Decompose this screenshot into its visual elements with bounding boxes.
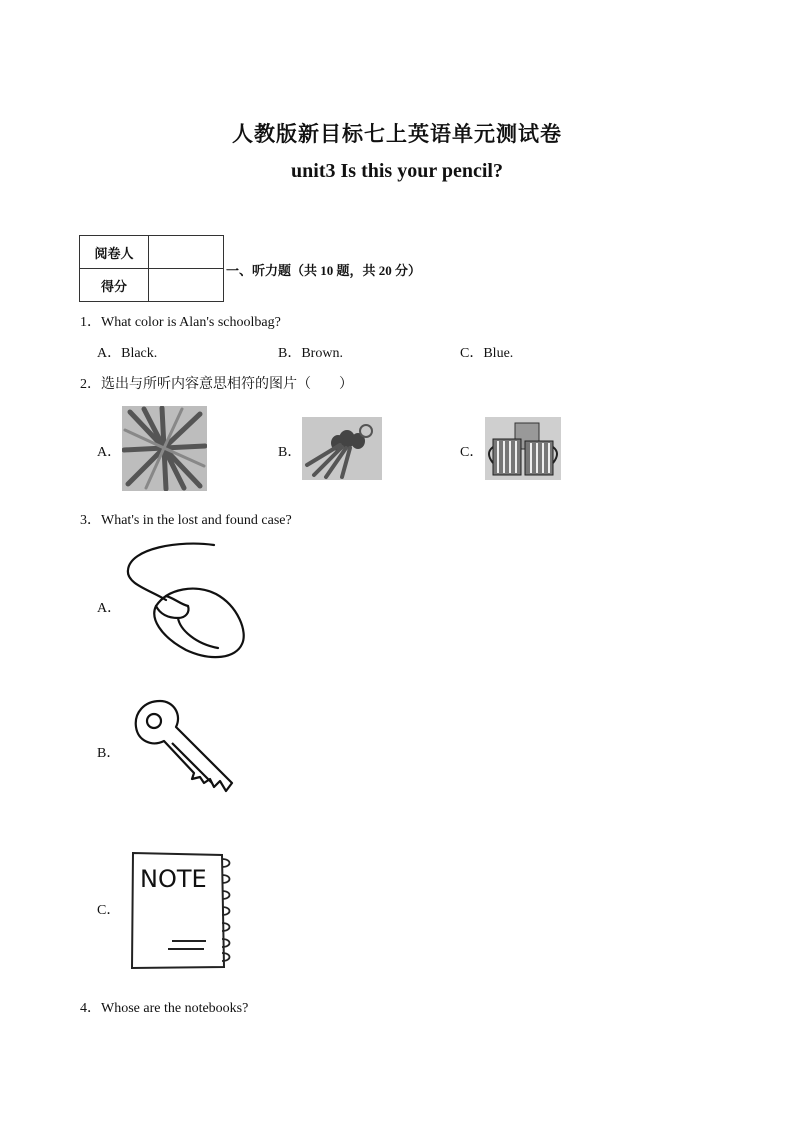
computer-mouse-image bbox=[120, 540, 248, 665]
cups-image bbox=[485, 417, 561, 480]
option-3a: A． bbox=[97, 601, 122, 616]
option-3c: C． bbox=[97, 903, 121, 918]
question-text: 选出与所听内容意思相符的图片（ ） bbox=[101, 377, 353, 392]
option-1b: B．Brown. bbox=[278, 346, 343, 361]
question-number: 4． bbox=[80, 1001, 101, 1016]
score-label: 得分 bbox=[80, 269, 149, 302]
score-cell bbox=[149, 269, 224, 302]
question-number: 3． bbox=[80, 513, 101, 528]
option-1a: A．Black. bbox=[97, 346, 158, 361]
option-2c: C． bbox=[460, 445, 484, 460]
key-image bbox=[132, 697, 235, 795]
notebook-image bbox=[128, 849, 236, 971]
question-text: Whose are the notebooks? bbox=[101, 1001, 249, 1016]
notebook-cover-text: NOTE bbox=[140, 865, 207, 893]
question-number: 1． bbox=[80, 315, 101, 330]
document-title: 人教版新目标七上英语单元测试卷 bbox=[232, 122, 562, 146]
document-subtitle: unit3 Is this your pencil? bbox=[291, 160, 503, 182]
question-1 bbox=[80, 311, 281, 331]
option-2a: A． bbox=[97, 445, 122, 460]
option-3b: B． bbox=[97, 746, 121, 761]
option-1c: C．Blue. bbox=[460, 346, 514, 361]
option-2b: B． bbox=[278, 445, 302, 460]
section-heading: 一、听力题（共 10 题，共 20 分） bbox=[226, 263, 422, 278]
question-text: What color is Alan's schoolbag? bbox=[101, 315, 281, 330]
question-text: What's in the lost and found case? bbox=[101, 513, 292, 528]
question-4 bbox=[80, 997, 248, 1017]
question-3 bbox=[80, 509, 292, 529]
reviewer-label: 阅卷人 bbox=[80, 236, 149, 269]
reviewer-cell bbox=[149, 236, 224, 269]
question-number: 2． bbox=[80, 377, 101, 392]
pencils-image bbox=[122, 406, 207, 491]
keys-image bbox=[302, 417, 382, 480]
question-2 bbox=[80, 373, 353, 393]
score-table bbox=[79, 235, 224, 302]
